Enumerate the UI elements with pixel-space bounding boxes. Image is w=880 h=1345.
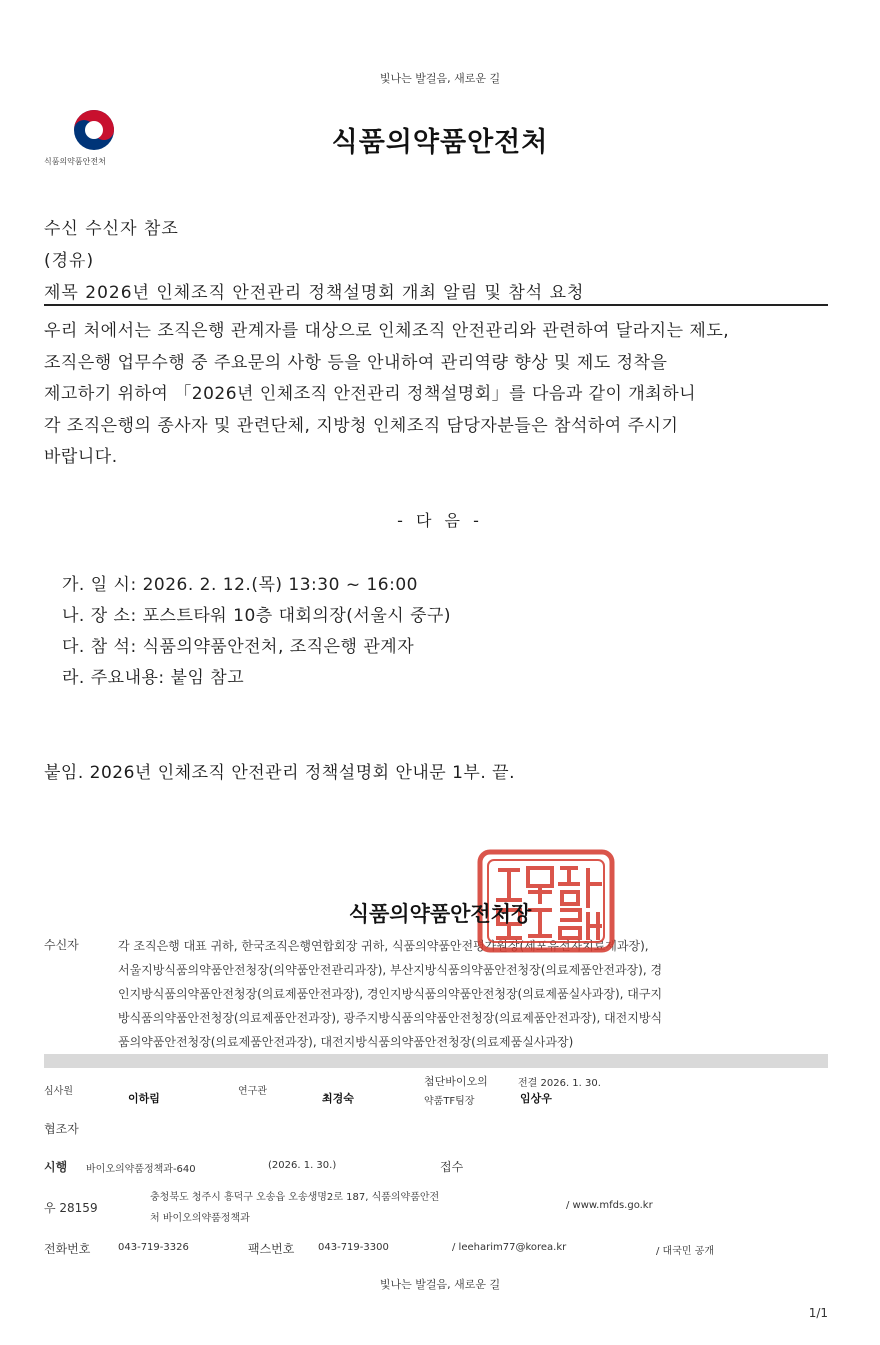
recipients-line: 방식품의약품안전청장(의료제품안전과장), 광주지방식품의약품안전청장(의료제품안전과장), 대전지방식	[118, 1011, 663, 1025]
receipt-label: 접수	[440, 1160, 464, 1174]
subject-line: 제목 2026년 인체조직 안전관리 정책설명회 개최 알림 및 참석 요청	[44, 283, 585, 303]
enforce-label: 시행	[44, 1160, 68, 1174]
item-datetime: 가. 일 시: 2026. 2. 12.(목) 13:30 ~ 16:00	[62, 575, 418, 595]
sender-title: 식품의약품안전처장	[348, 902, 532, 926]
recipients-line: 각 조직은행 대표 귀하, 한국조직은행연합회장 귀하, 식품의약품안전평가원장(세포유전자치료제과장),	[118, 939, 649, 953]
body-paragraph	[44, 316, 830, 474]
cooperator-label: 협조자	[44, 1122, 79, 1136]
attachment-line: 붙임. 2026년 인체조직 안전관리 정책설명회 안내문 1부. 끝.	[44, 763, 515, 783]
recipients-list	[118, 934, 830, 1054]
item-attendees: 다. 참 석: 식품의약품안전처, 조직은행 관계자	[62, 637, 415, 657]
recipients-label: 수신자	[44, 938, 79, 952]
section-divider-bar	[44, 1054, 828, 1068]
org-title: 식품의약품안전처	[331, 127, 549, 158]
subject-divider	[44, 304, 828, 306]
recipients-line: 인지방식품의약품안전청장(의료제품안전과장), 경인지방식품의약품안전청장(의료제품실사과장), 대구지	[118, 987, 663, 1001]
head-label-line2: 약품TF팀장	[424, 1096, 475, 1107]
header-slogan: 빛나는 발걸음, 새로운 길	[379, 72, 501, 85]
head-signature: 임상우	[520, 1092, 552, 1105]
email-link[interactable]: / leeharim77@korea.kr	[452, 1242, 567, 1253]
address-line1: 충청북도 청주시 흥덕구 오송읍 오송생명2로 187, 식품의약품안전	[150, 1192, 440, 1203]
phone-label: 전화번호	[44, 1242, 91, 1256]
recipients-line: 품의약품안전청장(의료제품안전과장), 대전지방식품의약품안전청장(의료제품실사과장)	[118, 1035, 574, 1049]
address-line2: 처 바이오의약품정책과	[150, 1213, 250, 1224]
reviewer-label: 심사원	[44, 1086, 73, 1097]
enforce-date: (2026. 1. 30.)	[268, 1160, 337, 1171]
item-content: 라. 주요내용: 붙임 참고	[62, 668, 245, 688]
body-line: 우리 처에서는 조직은행 관계자를 대상으로 인체조직 안전관리와 관련하여 달라지는 제도,	[44, 321, 730, 341]
item-location: 나. 장 소: 포스트타워 10층 대회의장(서울시 중구)	[62, 606, 452, 626]
logo-label: 식품의약품안전처	[44, 157, 106, 166]
body-line: 각 조직은행의 종사자 및 관련단체, 지방청 인체조직 담당자분들은 참석하여 주시기	[44, 415, 679, 436]
researcher-label: 연구관	[238, 1086, 267, 1097]
researcher-signature: 최경숙	[322, 1092, 354, 1105]
enforce-number: 바이오의약품정책과-640	[86, 1164, 196, 1175]
body-line: 제고하기 위하여 「2026년 인체조직 안전관리 정책설명회」를 다음과 같이 개최하니	[44, 384, 697, 404]
page-number: 1/1	[808, 1306, 828, 1320]
reviewer-signature: 이하림	[128, 1092, 160, 1105]
body-line: 바랍니다.	[44, 447, 118, 467]
fax-number: 043-719-3300	[318, 1242, 389, 1253]
fax-label: 팩스번호	[248, 1242, 295, 1256]
body-line: 조직은행 업무수행 중 주요문의 사항 등을 안내하여 관리역량 향상 및 제도 정착을	[44, 352, 668, 373]
head-label-line1: 첨단바이오의	[424, 1075, 488, 1088]
website-link[interactable]: / www.mfds.go.kr	[566, 1200, 653, 1211]
recipients-line: 서울지방식품의약품안전청장(의약품안전관리과장), 부산지방식품의약품안전청장(의료제품안전과장), 경	[118, 963, 663, 977]
phone-number: 043-719-3326	[118, 1242, 189, 1253]
postal-code: 우 28159	[44, 1201, 98, 1215]
final-approval-date: 전결 2026. 1. 30.	[518, 1078, 601, 1089]
disclosure-status: / 대국민 공개	[656, 1246, 715, 1257]
next-heading: - 다 음 -	[397, 511, 483, 530]
via-line: (경유)	[44, 251, 95, 271]
recipient-line: 수신 수신자 참조	[44, 219, 179, 239]
footer-slogan: 빛나는 발걸음, 새로운 길	[379, 1278, 501, 1291]
